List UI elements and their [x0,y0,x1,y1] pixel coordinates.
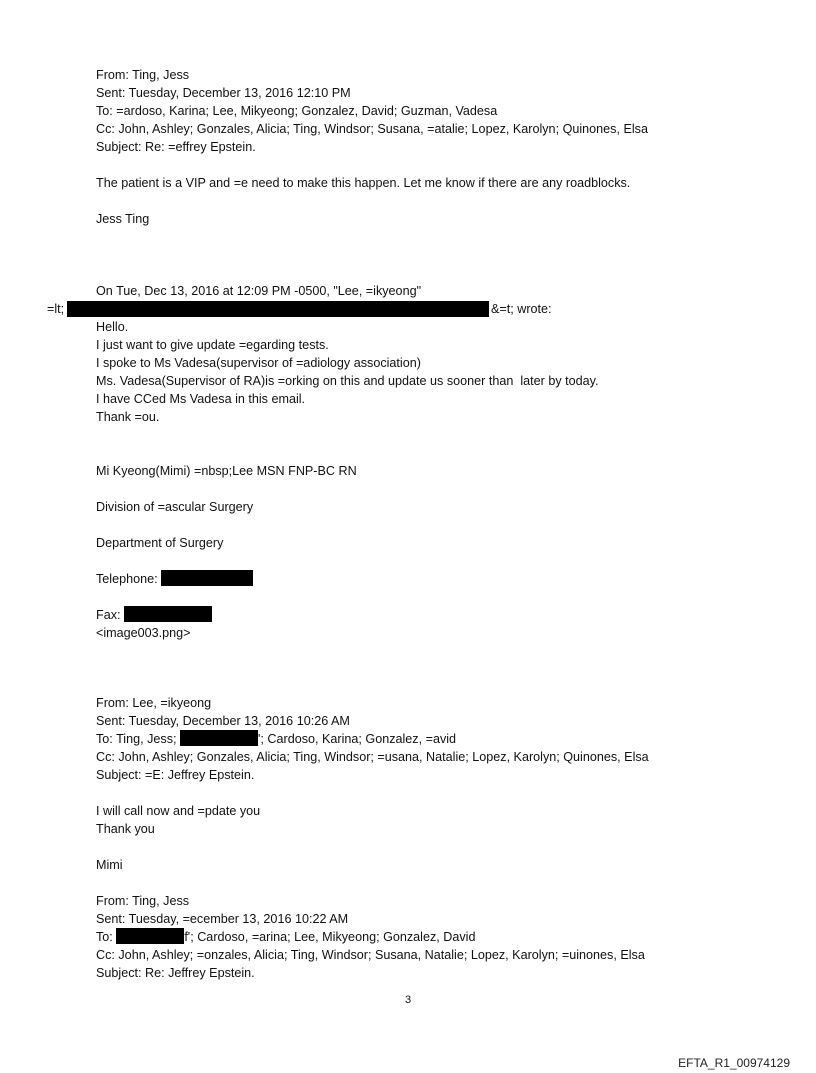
telephone-label: Telephone: [96,572,162,586]
email-to [96,928,475,946]
email-cc: Cc: John, Ashley; Gonzales, Alicia; Ting, Windsor; Susana, =atalie; Lopez, Karolyn; Quinones, Elsa [96,122,648,136]
email-to [96,730,456,748]
email-sent: Sent: Tuesday, =ecember 13, 2016 10:22 AM [96,912,349,926]
email-from: From: Ting, Jess [96,68,190,82]
email-subject: Subject: Re: =effrey Epstein. [96,140,256,154]
email-from: From: Lee, =ikyeong [96,696,212,710]
email-to: To: =ardoso, Karina; Lee, Mikyeong; Gonzalez, David; Guzman, Vadesa [96,104,498,118]
email-cc: Cc: John, Ashley; =onzales, Alicia; Ting, Windsor; Susana, Natalie; Lopez, Karolyn; =uinones, Elsa [96,948,645,962]
to-prefix: To: [96,930,117,944]
body-line: I have CCed Ms Vadesa in this email. [96,392,306,406]
redaction-bar [124,606,212,622]
email-cc: Cc: John, Ashley; Gonzales, Alicia; Ting, Windsor; =usana, Natalie; Lopez, Karolyn; Quinones, Elsa [96,750,649,764]
attachment-placeholder: <image003.png> [96,626,191,640]
email-from: From: Ting, Jess [96,894,190,908]
body-line: I spoke to Ms Vadesa(supervisor of =adiology association) [96,356,421,370]
redaction-bar [67,301,489,317]
signature-division: Division of =ascular Surgery [96,500,254,514]
quote-prefix: =lt; [47,302,65,316]
redaction-bar [116,928,184,944]
email-subject: Subject: =E: Jeffrey Epstein. [96,768,255,782]
body-line: Hello. [96,320,129,334]
to-suffix: '; Cardoso, Karina; Gonzalez, =avid [258,732,457,746]
email-sent: Sent: Tuesday, December 13, 2016 12:10 PM [96,86,351,100]
redaction-bar [180,730,258,746]
email-sent: Sent: Tuesday, December 13, 2016 10:26 AM [96,714,350,728]
page-number: 3 [404,994,412,1006]
body-line: Thank =ou. [96,410,160,424]
email-signature: Jess Ting [96,212,150,226]
body-line: Ms. Vadesa(Supervisor of RA)is =orking on this and update us sooner than later by today. [96,374,599,388]
email-body: Thank you [96,822,155,836]
redaction-bar [161,570,253,586]
email-subject: Subject: Re: Jeffrey Epstein. [96,966,255,980]
quote-header: On Tue, Dec 13, 2016 at 12:09 PM -0500, "Lee, =ikyeong" [96,284,422,298]
email-body: The patient is a VIP and =e need to make this happen. Let me know if there are any roadblocks. [96,176,631,190]
signature-name: Mi Kyeong(Mimi) =nbsp;Lee MSN FNP-BC RN [96,464,357,478]
body-line: I just want to give update =egarding tests. [96,338,329,352]
email-signature: Mimi [96,858,123,872]
to-prefix: To: Ting, Jess; [96,732,180,746]
document-id: EFTA_R1_00974129 [678,1056,790,1070]
fax-label: Fax: [96,608,124,622]
email-body: I will call now and =pdate you [96,804,261,818]
signature-fax [96,606,212,624]
to-suffix: f'; Cardoso, =arina; Lee, Mikyeong; Gonzalez, David [184,930,476,944]
quote-suffix: &=t; wrote: [491,302,552,316]
signature-telephone [96,570,253,588]
signature-department: Department of Surgery [96,536,224,550]
